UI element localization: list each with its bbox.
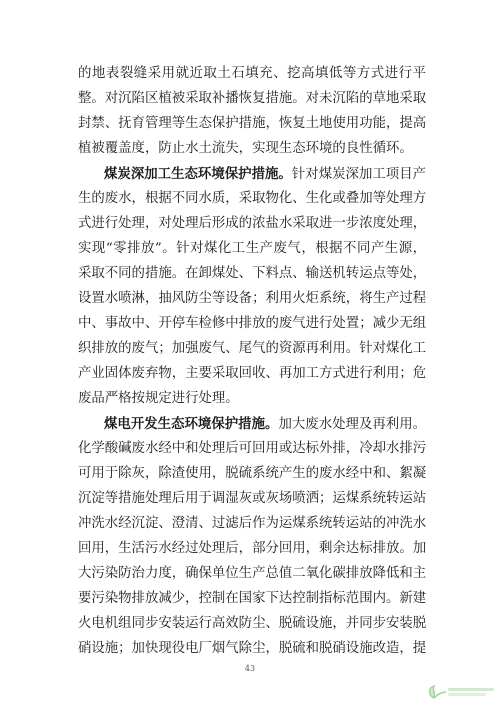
text-line: 式进行处理，对处理后形成的浓盐水采取进一步浓度处理， (78, 216, 427, 231)
text-line: 整。对沉陷区植被采取补播恢复措施。对未沉陷的草地采取 (78, 91, 427, 106)
text-line: 化学酸碱废水经中和处理后可回用或达标外排，冷却水排污 (78, 441, 427, 456)
text-line: 实现“零排放”。针对煤化工生产废气，根据不同产生源， (78, 241, 426, 256)
text-line: 冲洗水经沉淀、澄清、过滤后作为运煤系统转运站的冲洗水 (78, 516, 427, 531)
text-line: 中、事故中、开停车检修中排放的废气进行处置；减少无组 (78, 316, 427, 331)
text-line: 硝设施；加快现役电厂烟气除尘，脱硫和脱硝设施改造，提 (78, 641, 427, 656)
text-line: 大污染防治力度，确保单位生产总值二氧化碳排放降低和主 (78, 566, 427, 581)
text-line: 生的废水，根据不同水质，采取物化、生化或叠加等处理方 (78, 191, 427, 206)
text-line: 可用于除灰，除渣使用，脱硫系统产生的废水经中和、絮凝 (78, 466, 427, 481)
section-heading-line (104, 416, 426, 433)
text-line: 封禁、抚育管理等生态保护措施，恢复土地使用功能，提高 (78, 116, 427, 131)
text-line: 采取不同的措施。在卸煤处、下料点、输送机转运点等处， (78, 266, 427, 281)
text-line: 设置水喷淋，抽风防尘等设备；利用火炬系统，将生产过程 (78, 291, 427, 306)
text-line: 产业固体废弃物，主要采取回收、再加工方式进行利用；危 (78, 366, 427, 381)
text-run: 加大废水处理及再利用。 (278, 417, 427, 432)
page-number: 43 (244, 664, 256, 673)
site-logo-watermark (424, 683, 496, 701)
text-line: 火电机组同步安装运行高效防尘、脱硫设施，并同步安装脱 (78, 616, 427, 631)
text-run: 针对煤炭深加工项目产 (291, 167, 427, 182)
section-heading-coal-power: 煤电开发生态环境保护措施。 (104, 416, 279, 432)
text-line: 要污染物排放减少，控制在国家下达控制指标范围内。新建 (78, 591, 427, 606)
text-line: 的地表裂缝采用就近取土石填充、挖高填低等方式进行平 (78, 66, 426, 81)
text-line: 植被覆盖度，防止水土流失，实现生态环境的良性循环。 (78, 141, 413, 156)
text-line: 沉淀等措施处理后用于调湿灰或灰场喷洒；运煤系统转运站 (78, 491, 427, 506)
section-heading-line (104, 166, 426, 183)
text-line: 织排放的废气；加强废气、尾气的资源再利用。针对煤化工 (78, 341, 427, 356)
text-line: 回用，生活污水经过处理后，部分回用，剩余达标排放。加 (78, 541, 427, 556)
section-heading-coal-processing: 煤炭深加工生态环境保护措施。 (104, 166, 292, 182)
text-line: 废品严格按规定进行处理。 (78, 391, 239, 406)
